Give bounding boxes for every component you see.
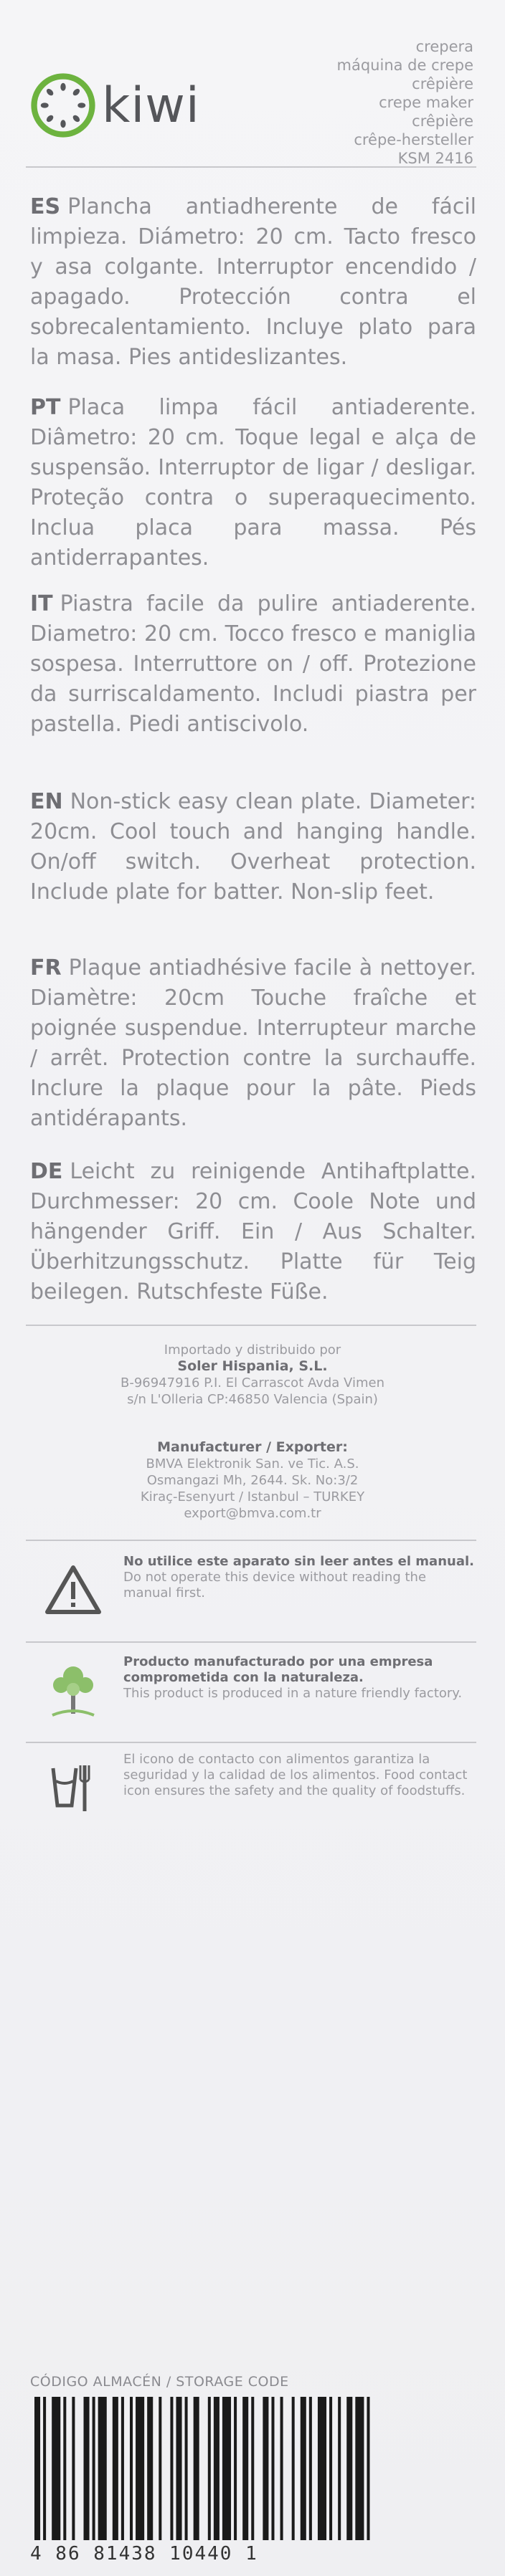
notice-manual-en: Do not operate this device without reading the manual first. — [123, 1570, 427, 1601]
description-text-fr: Plaque antiadhésive facile à nettoyer. Diamètre: 20cm Touche fraîche et poignée suspendue. Interrupteur marche / arrêt. Protection contre la surchauffe. Inclure la plaque pour la pâte. Pieds antidérapants. — [30, 955, 476, 1131]
eco-tree-icon — [41, 1658, 105, 1722]
description-it — [30, 589, 476, 740]
product-name-en: crepe maker — [379, 94, 473, 111]
lang-code-es: ES — [30, 194, 61, 219]
divider — [26, 1742, 476, 1743]
importer-company: Soler Hispania, S.L. — [177, 1358, 328, 1374]
barcode-digits: 4 86 81438 10440 1 — [30, 2543, 258, 2565]
manufacturer-line-3: Kiraç-Esenyurt / Istanbul – TURKEY — [140, 1489, 365, 1504]
description-text-it: Piastra facile da pulire antiaderente. Diametro: 20 cm. Tocco fresco e maniglia sospesa. Interruttore on / off. Protezione da surriscaldamento. Includi piastra per pastella. Piedi antiscivolo. — [30, 591, 476, 737]
importer-address-2: s/n L'Olleria CP:46850 Valencia (Spain) — [127, 1392, 378, 1407]
divider — [26, 166, 476, 168]
divider — [26, 1325, 476, 1326]
manufacturer-line-1: BMVA Elektronik San. ve Tic. A.S. — [146, 1456, 359, 1471]
manufacturer-info — [0, 1439, 505, 1522]
product-name-fr: crêpière — [412, 75, 473, 92]
barcode — [30, 2397, 476, 2540]
description-pt — [30, 393, 476, 573]
notice-food-contact — [30, 1752, 476, 1823]
description-text-de: Leicht zu reinigende Antihaftplatte. Durchmesser: 20 cm. Coole Note und hängender Griff. Ein / Aus Schalter. Überhitzungsschutz. Platte für Teig beilegen. Rutschfeste Füße. — [30, 1159, 476, 1304]
lang-code-it: IT — [30, 591, 53, 616]
importer-info — [0, 1342, 505, 1408]
model-number: KSM 2416 — [397, 150, 473, 167]
kiwi-slice-icon — [30, 72, 96, 138]
notice-manual — [30, 1554, 476, 1626]
food-contact-icon — [44, 1755, 102, 1820]
description-es — [30, 192, 476, 373]
product-name-de: crêpe-hersteller — [354, 131, 473, 148]
product-name-es: crepera — [415, 38, 473, 55]
description-en — [30, 787, 476, 907]
product-name-fr2: crêpière — [412, 113, 473, 130]
manufacturer-line-2: Osmangazi Mh, 2644. Sk. No:3/2 — [146, 1473, 359, 1488]
lang-code-en: EN — [30, 789, 63, 814]
product-names — [337, 37, 473, 168]
notice-food-contact-text: El icono de contacto con alimentos garantiza la seguridad y la calidad de los alimentos. Food contact icon ensures the safety and the quality of foodstuffs. — [123, 1752, 468, 1798]
notice-eco — [30, 1654, 476, 1726]
divider — [26, 1540, 476, 1541]
manufacturer-title: Manufacturer / Exporter: — [157, 1439, 348, 1455]
warning-icon — [44, 1565, 102, 1615]
importer-label: Importado y distribuido por — [164, 1342, 341, 1358]
notice-manual-es: No utilice este aparato sin leer antes el manual. — [123, 1554, 474, 1569]
description-fr — [30, 953, 476, 1134]
description-text-pt: Placa limpa fácil antiaderente. Diâmetro: 20 cm. Toque legal e alça de suspensão. Interruptor de ligar / desligar. Proteção contra o superaquecimento. Inclua placa para massa. Pés antiderrapantes. — [30, 395, 476, 571]
manufacturer-email: export@bmva.com.tr — [184, 1506, 321, 1521]
divider — [26, 1641, 476, 1643]
lang-code-de: DE — [30, 1159, 63, 1184]
notice-eco-en: This product is produced in a nature friendly factory. — [123, 1686, 463, 1701]
brand-logo — [30, 66, 260, 145]
importer-address-1: B-96947916 P.I. El Carrascot Avda Vimen — [120, 1375, 384, 1390]
lang-code-pt: PT — [30, 395, 61, 420]
notice-eco-es: Producto manufacturado por una empresa comprometida con la naturaleza. — [123, 1654, 433, 1685]
description-text-es: Plancha antiadherente de fácil limpieza. Diámetro: 20 cm. Tacto fresco y asa colgante. Interruptor encendido / apagado. Protección contra el sobrecalentamiento. Incluye plato para la masa. Pies antideslizantes. — [30, 194, 476, 370]
lang-code-fr: FR — [30, 955, 62, 981]
product-name-pt: máquina de crepe — [336, 57, 473, 74]
brand-name: kiwi — [102, 77, 200, 134]
storage-code-label: CÓDIGO ALMACÉN / STORAGE CODE — [30, 2374, 289, 2390]
description-de — [30, 1157, 476, 1307]
description-text-en: Non-stick easy clean plate. Diameter: 20cm. Cool touch and hanging handle. On/off switch. Overheat protection. Include plate for batter. Non-slip feet. — [30, 789, 476, 905]
